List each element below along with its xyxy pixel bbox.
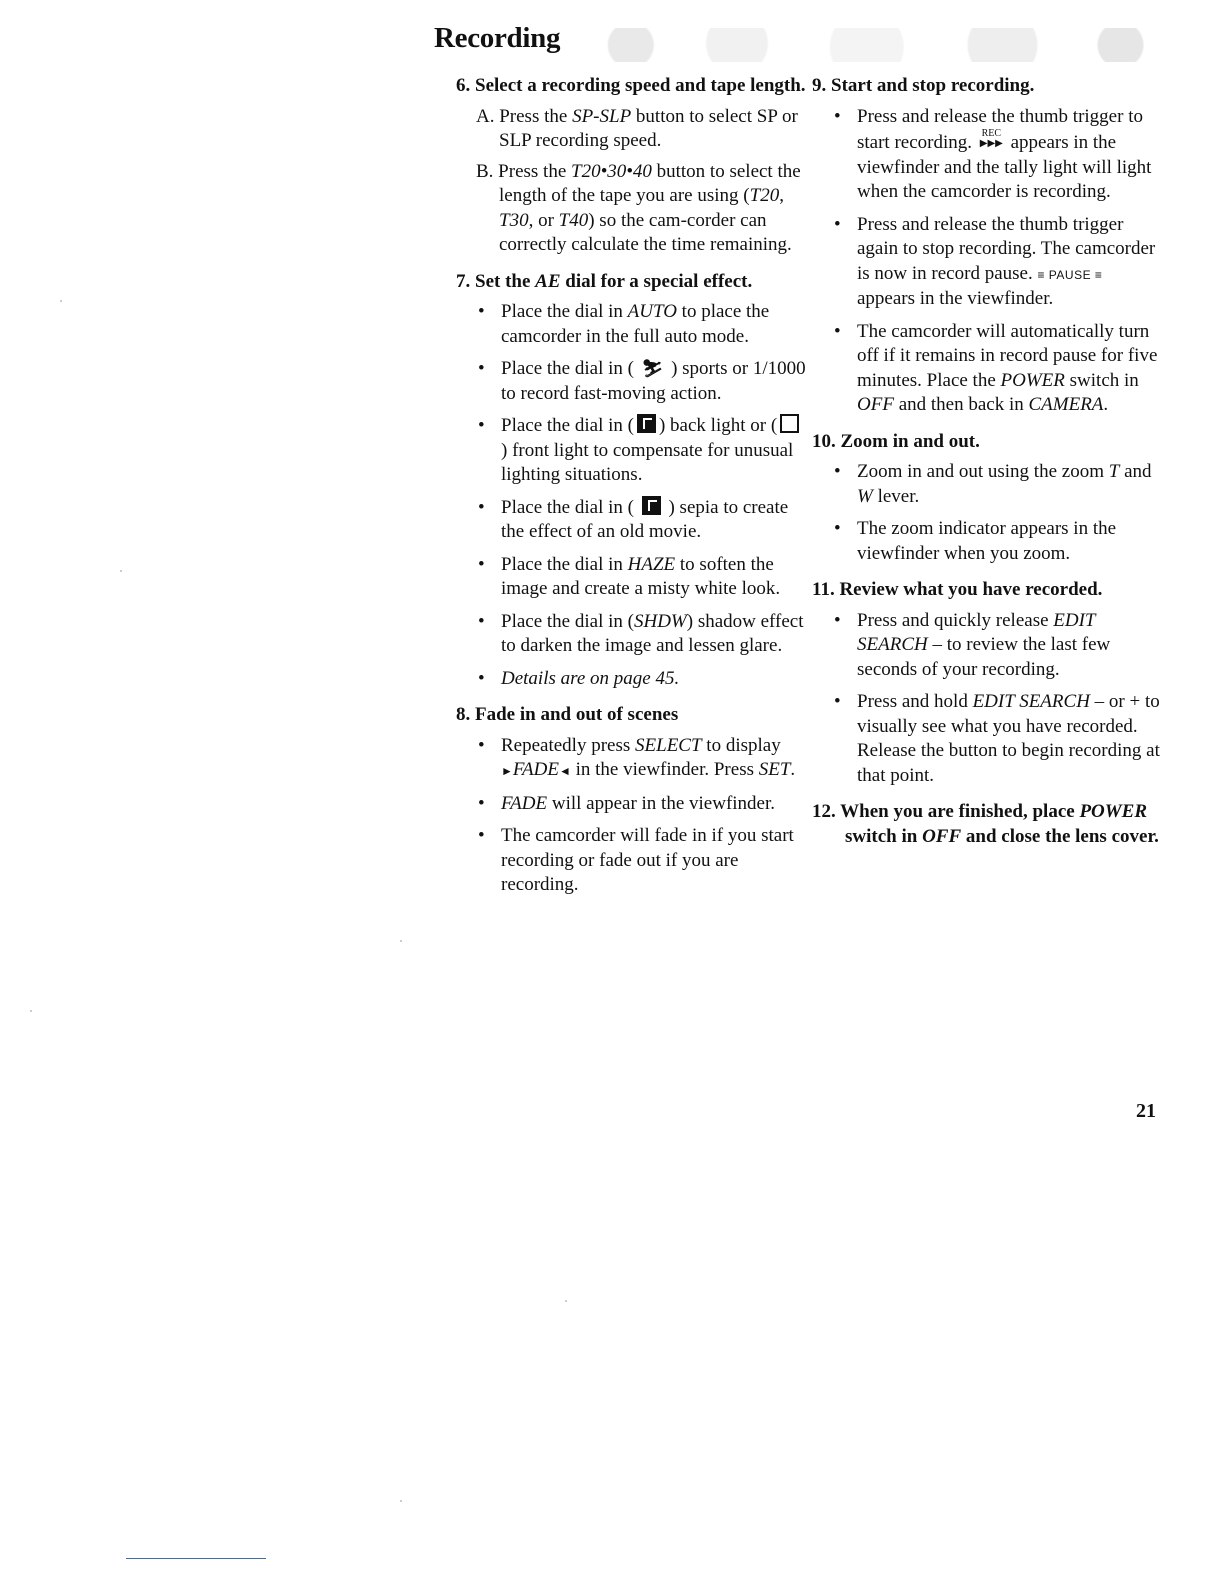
step-10-bullet-zoom: • Zoom in and out using the zoom T and W lever. — [812, 460, 1162, 509]
step-10-heading: 10. Zoom in and out. — [812, 430, 980, 452]
step-8-bullet-select: • Repeatedly press SELECT to display ►FADE◄ in the viewfinder. Press SET. — [456, 734, 806, 784]
step-7-bullet-sepia: • Place the dial in ( ) sepia to create the effect of an old movie. — [456, 496, 806, 545]
scan-speck — [30, 1010, 32, 1012]
step-9-heading: 9. Start and stop recording. — [812, 75, 1035, 96]
right-triangle-icon: ► — [501, 764, 513, 778]
left-column — [456, 74, 806, 910]
step-7-bullet-shadow: • Place the dial in (SHDW) shadow effect to darken the image and lessen glare. — [456, 610, 806, 659]
step-9-bullet-stop: • Press and release the thumb trigger again to stop recording. The camcorder is now in record pause. ≡ PAUSE ≡ appears in the viewfinder. — [812, 213, 1162, 312]
step-7-bullet-details: • Details are on page 45. — [456, 667, 806, 692]
scan-speck — [565, 1300, 567, 1302]
step-10-bullet-indicator: • The zoom indicator appears in the viewfinder when you zoom. — [812, 517, 1162, 566]
step-7-heading: 7. Set the AE dial for a special effect. — [456, 270, 753, 292]
scan-speck — [60, 300, 62, 302]
step-9 — [812, 74, 1162, 418]
step-10 — [812, 430, 1162, 567]
scan-speck — [120, 570, 122, 572]
pause-indicator: ≡ PAUSE ≡ — [1037, 267, 1103, 282]
step-7-bullet-sports: • Place the dial in ( ⛷ ) sports or 1/1000 to record fast-moving action. — [456, 357, 806, 406]
page-title: Recording — [434, 22, 561, 54]
step-8-bullet-fade: • FADE will appear in the viewfinder. — [456, 792, 806, 817]
title-decorative-band — [560, 28, 1150, 62]
step-8-bullet-fade-in-out: • The camcorder will fade in if you start recording or fade out if you are recording. — [456, 824, 806, 898]
step-12-heading: 12. When you are finished, place POWER switch in OFF and close the lens cover. — [812, 801, 1159, 847]
page-number: 21 — [1136, 1100, 1156, 1122]
back-light-icon — [637, 414, 656, 433]
step-9-bullet-start: • Press and release the thumb trigger to start recording. REC ▶▶▶ appears in the viewfinder and the tally light will light when the camcorder is recording. — [812, 105, 1162, 205]
step-9-bullet-auto-off: • The camcorder will automatically turn off if it remains in record pause for five minutes. Place the POWER switch in OFF and then back in CAMERA. — [812, 320, 1162, 418]
step-6-heading: 6. Select a recording speed and tape length. — [456, 75, 806, 96]
step-11-heading: 11. Review what you have recorded. — [812, 579, 1103, 600]
step-7-bullet-haze: • Place the dial in HAZE to soften the image and create a misty white look. — [456, 553, 806, 602]
step-7 — [456, 270, 806, 692]
step-7-bullet-auto: • Place the dial in AUTO to place the camcorder in the full auto mode. — [456, 300, 806, 349]
sports-mode-icon: ⛷ — [641, 359, 664, 378]
step-7-bullet-light: • Place the dial in ( ) back light or () front light to compensate for unusual lighting situations. — [456, 414, 806, 488]
step-6-b: B. Press the T20•30•40 button to select the length of the tape you are using (T20, T30, or T40) so the cam-corder can correctly calculate the time remaining. — [476, 160, 801, 255]
step-8-heading: 8. Fade in and out of scenes — [456, 704, 679, 725]
step-11-bullet-quick: • Press and quickly release EDIT SEARCH – to review the last few seconds of your recording. — [812, 609, 1162, 683]
rec-indicator-icon: REC ▶▶▶ — [979, 128, 1003, 149]
right-column — [812, 74, 1162, 861]
sepia-icon — [642, 496, 661, 515]
step-11-bullet-hold: • Press and hold EDIT SEARCH – or + to visually see what you have recorded. Release the button to begin recording at that point. — [812, 690, 1162, 788]
step-6 — [456, 74, 806, 258]
front-light-icon — [780, 414, 799, 433]
step-12 — [812, 800, 1162, 849]
step-6-a: A. Press the SP-SLP button to select SP or SLP recording speed. — [476, 105, 798, 151]
footer-rule — [126, 1558, 266, 1559]
scan-speck — [400, 940, 402, 942]
step-8 — [456, 703, 806, 898]
step-11 — [812, 578, 1162, 788]
left-triangle-icon: ◄ — [558, 764, 571, 778]
scan-speck — [400, 1500, 402, 1502]
